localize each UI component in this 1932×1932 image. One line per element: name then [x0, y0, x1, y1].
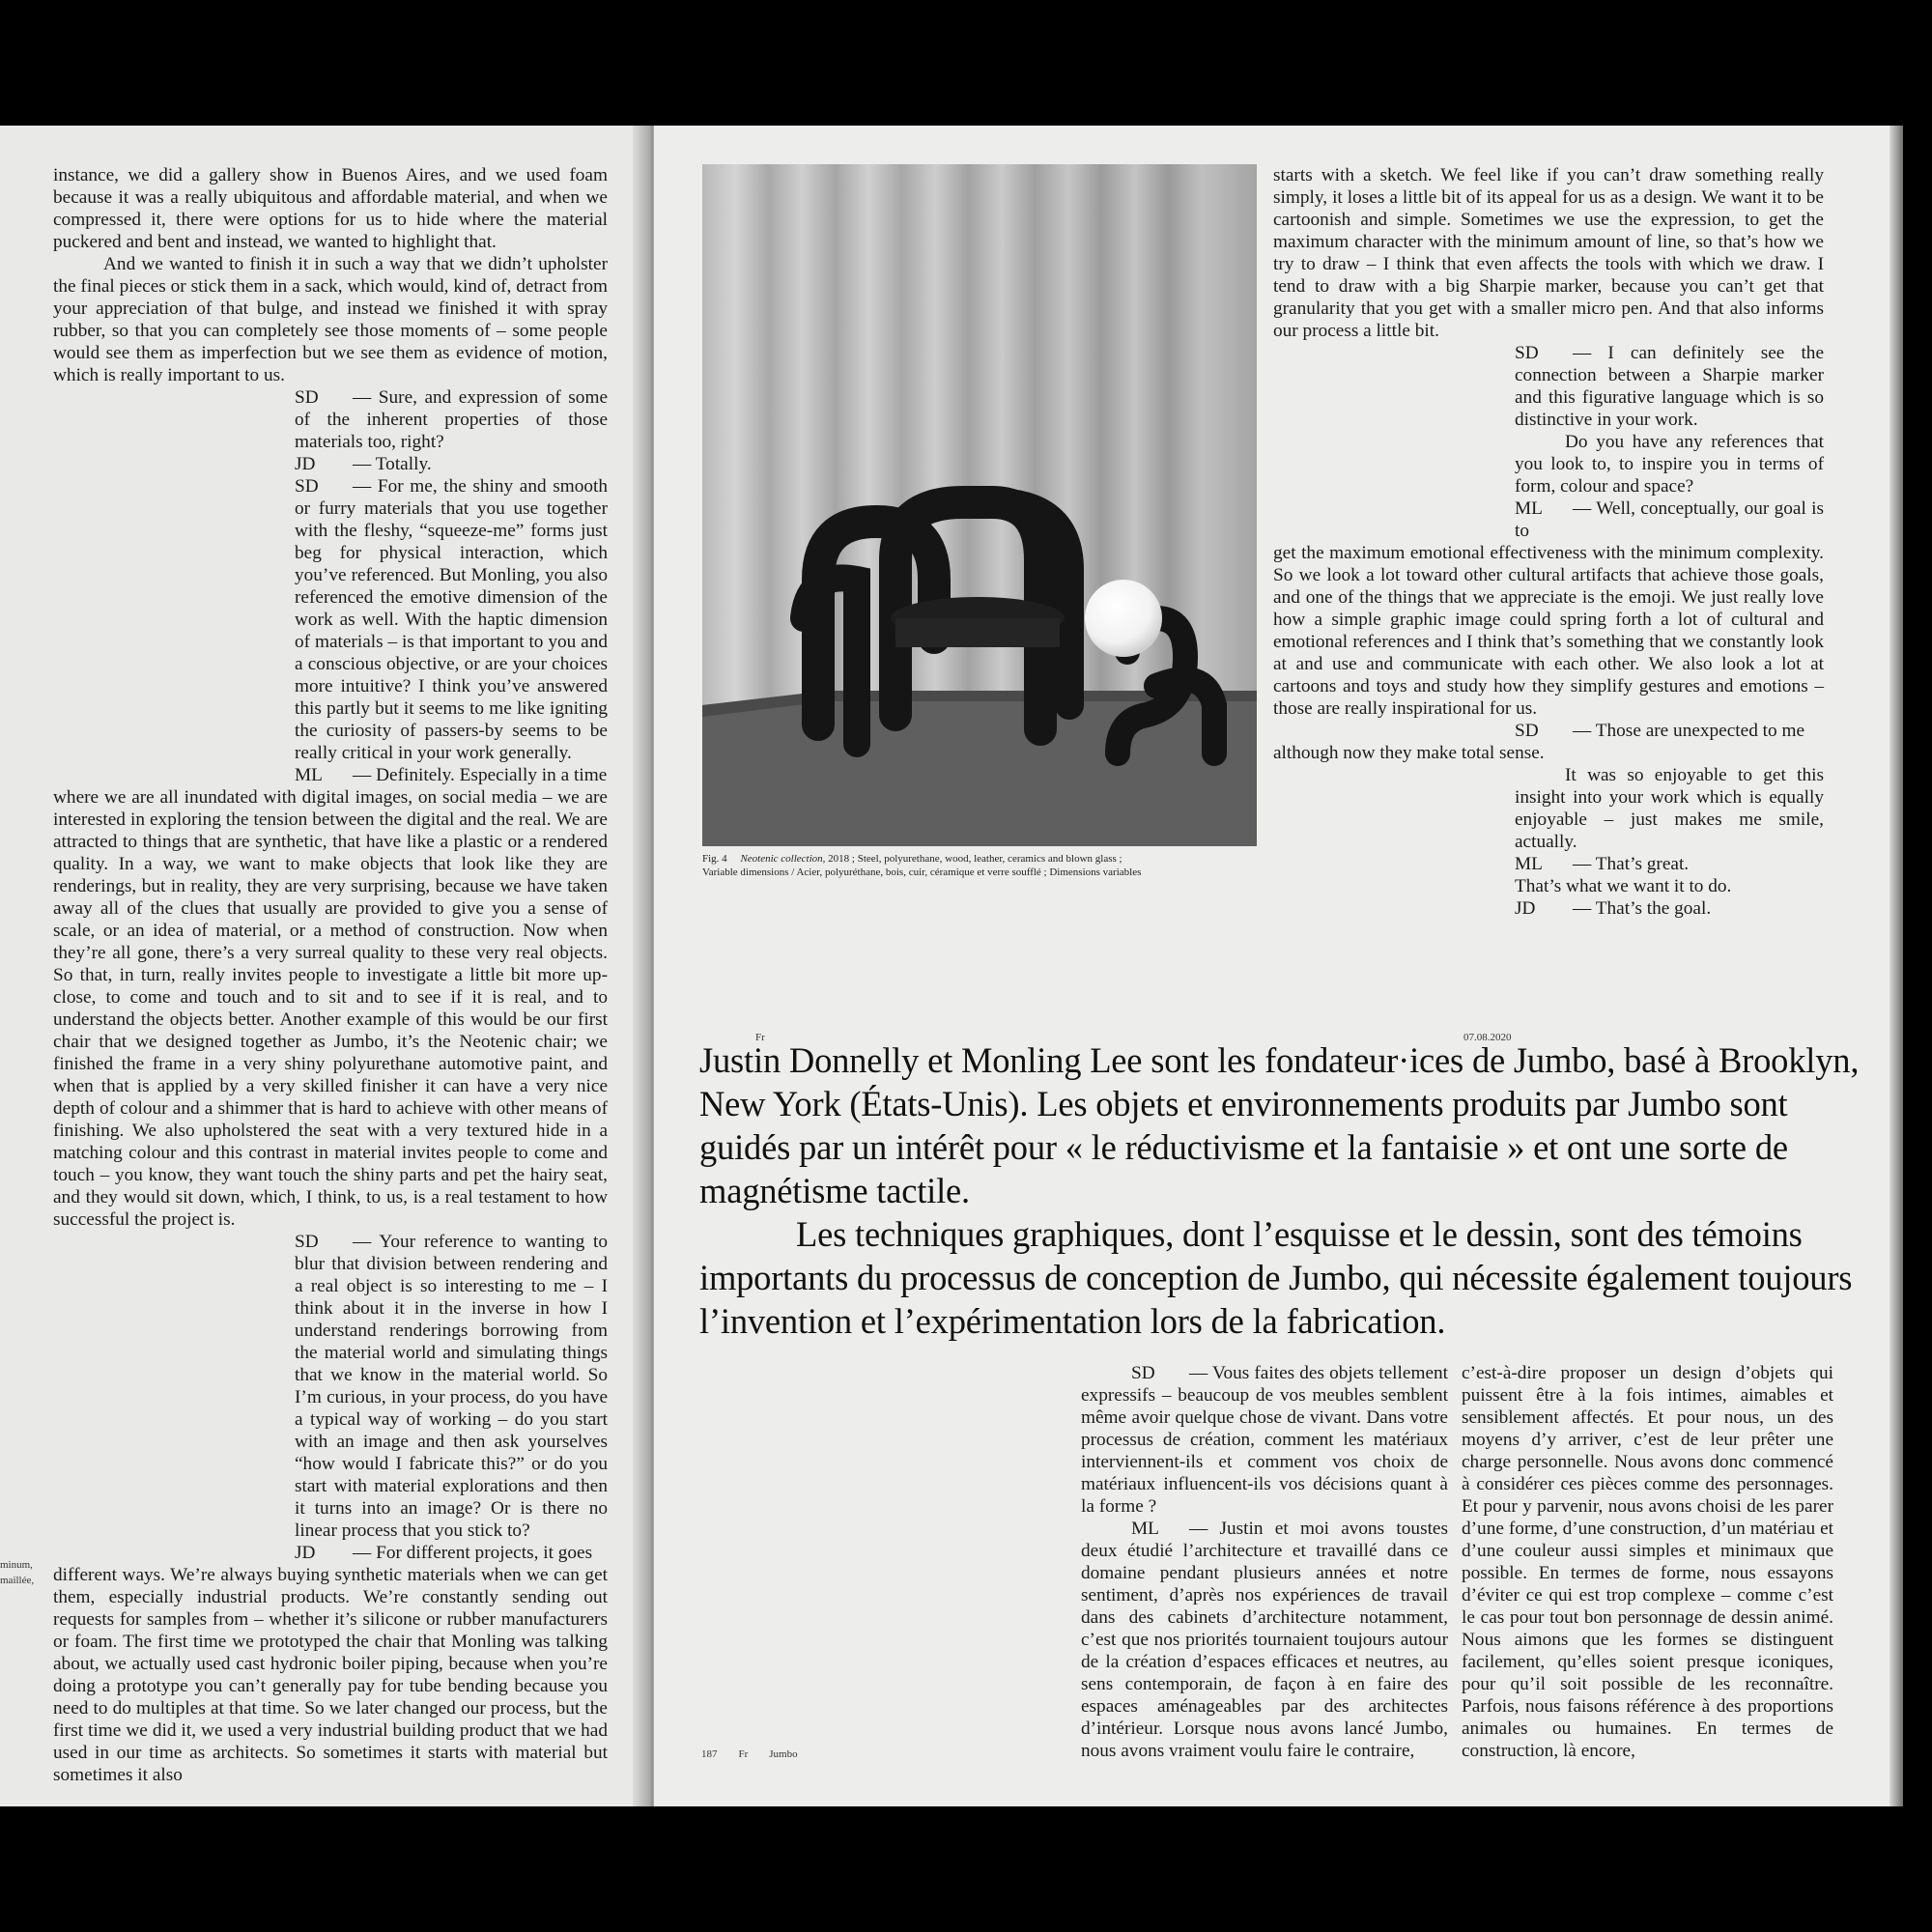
folio [701, 1748, 798, 1760]
paragraph [53, 253, 608, 386]
paragraph [1273, 164, 1824, 342]
paragraph-text: — Totally. [353, 454, 432, 474]
paragraph-text: get the maximum emotional effectiveness with the minimum complexity. So we look a lot toward other cultural artifacts that achieve those goals, and one of the things that we appreciate is the emoji. We just really love how a simple graphic image could spring forth a lot of cultural and emotional references and I think that’s something that we constantly look at and use and communicate with each other. We also look a lot at cartoons and toys and study how they simplify gestures and emotions – those are really inspirational for us. [1273, 543, 1824, 719]
figure-caption [702, 852, 1282, 879]
speaker-initials: ML [1515, 854, 1543, 874]
paragraph-text: — For me, the shiny and smooth or furry materials that you use together with the fleshy, “squeeze-me” forms just beg for physical interaction, which you’ve referenced. But Monling, you also referenced the emotive dimension of the work as well. With the haptic dimension of materials – is that important to you and a conscious objective, or are your choices more intuitive? I think you’ve answered this partly but it seems to me like igniting the curiosity of passers-by seems to be really critical in your work generally. [295, 476, 608, 763]
speaker-initials: ML [1515, 498, 1543, 519]
paragraph [53, 1564, 608, 1786]
paragraph [53, 386, 608, 453]
paragraph [1273, 497, 1824, 542]
paragraph-text: — Well, conceptually, our goal is to [1515, 498, 1824, 541]
paragraph-text: Do you have any references that you look to, to inspire you in terms of form, colour and space? [1515, 432, 1824, 497]
paragraph-text: — Your reference to wanting to blur that division between rendering and a real object is so interesting to me – I think about it in the inverse in how I understand renderings borrowing from the material world and simulating things that we know in the material world. So I’m curious, in your process, do you have a typical way of working – do you start with an image and then ask yourselves “how would I fabricate this?” or do you start with material explorations and then it turns into an image? Or is there no linear process that you stick to? [295, 1232, 608, 1541]
paragraph-text: — Those are unexpected to me [1573, 721, 1805, 741]
paragraph-text: — Definitely. Especially in a time [353, 765, 608, 785]
paragraph-text: — Justin et moi avons toustes deux étudié l’architecture et travaillé dans ce domaine pendant plusieurs années et notre sentiment, d’après nos expériences de travail dans des cabinets d’architecture notamment, c’est que nos priorités tournaient toujours autour de la création d’espaces efficaces et neutres, au sens contemporain, de façon à en faire des espaces aménageables par des architectes d’intérieur. Lorsque nous avons lancé Jumbo, nous avons vraiment voulu faire le contraire, [1081, 1519, 1448, 1761]
paragraph-text: although now they make total sense. [1273, 743, 1545, 763]
paragraph [1273, 742, 1824, 764]
speaker-initials: JD [295, 454, 316, 474]
paragraph [1273, 875, 1824, 897]
left-column-text [53, 164, 608, 1786]
speaker-initials: JD [1515, 898, 1536, 919]
speaker-initials: JD [295, 1543, 316, 1563]
figure-title: Neotenic collection [740, 853, 823, 865]
margin-fragment-line: maillée, [0, 1575, 35, 1586]
paragraph-text: different ways. We’re always buying synthetic materials when we can get them, especially industrial products. We’re constantly sending out requests for samples from – whether it’s silicone or rubber manufacturers or foam. The first time we prototyped the chair that Monling was talking about, we actually used cast hydronic boiler piping, because when you’re doing a prototype you can’t generally pay for tube bending because you need to do multiples at that time. So we later changed our process, but the first time we did it, we used a very industrial building product that we had used in our time as architects. So sometimes it starts with material but sometimes it also [53, 1565, 608, 1785]
paragraph [1273, 431, 1824, 497]
margin-fragment [0, 1557, 34, 1588]
french-column-1 [1081, 1362, 1448, 1762]
speaker-initials: SD [295, 476, 319, 497]
chair-and-lamp-photo [702, 164, 1257, 846]
speaker-initials: SD [295, 387, 319, 408]
speaker-initials: SD [1131, 1363, 1155, 1383]
right-page [654, 126, 1903, 1806]
paragraph [1273, 764, 1824, 853]
paragraph [53, 164, 608, 253]
paragraph [1273, 720, 1824, 742]
paragraph-text: — Sure, and expression of some of the inherent properties of those materials too, right? [295, 387, 608, 452]
paragraph [1081, 1518, 1448, 1762]
speaker-initials: SD [295, 1232, 319, 1252]
figure-photo [702, 164, 1257, 846]
french-intro-p1: Justin Donnelly et Monling Lee sont les fondateur·ices de Jumbo, basé à Brooklyn, New York (États-Unis). Les objets et environnements produits par Jumbo sont guidés par un intérêt pour « le réductivisme et la fantaisie » et ont une sorte de magnétisme tactile. [699, 1040, 1860, 1210]
paragraph [1273, 342, 1824, 431]
paragraph [1273, 853, 1824, 875]
paragraph [1273, 542, 1824, 720]
french-intro [699, 1038, 1873, 1343]
speaker-initials: SD [1515, 343, 1539, 363]
french-column-2-text: c’est-à-dire proposer un design d’objets qui puissent être à la fois intimes, aimables et sensiblement affectés. Et pour nous, un des moyens d’y arriver, c’est de leur prêter une charge personnelle. Nous avons donc commencé à considérer ces pièces comme des personnages. Et pour y parvenir, nous avons choisi de les parer d’une forme, d’une construction, d’un matériau et d’une couleur aussi simples et minimaux que possible. En termes de forme, nous essayons d’éviter ce qui est trop complexe – comme c’est le cas pour tout bon personnage de dessin animé. Nous aimons que les formes se distinguent facilement, qu’elles soient presque iconiques, pour qu’il soit possible de les reconnaître. Parfois, nous faisons référence à des proportions animales ou humaines. En termes de construction, là encore, [1462, 1363, 1833, 1761]
paragraph [1273, 897, 1824, 920]
french-intro-p2: Les techniques graphiques, dont l’esquisse et le dessin, sont des témoins importants du processus de conception de Jumbo, qui nécessite également toujours l’invention et l’expérimentation lors de la fabrication. [699, 1214, 1853, 1341]
paragraph [53, 475, 608, 764]
paragraph [53, 764, 608, 786]
page-number: 187 [701, 1748, 718, 1760]
speaker-initials: ML [295, 765, 323, 785]
paragraph-text: — I can definitely see the connection between a Sharpie marker and this figurative language which is so distinctive in your work. [1515, 343, 1824, 430]
folio-lang: Fr [738, 1748, 749, 1760]
lang-label: Fr [755, 1032, 765, 1043]
french-column-2 [1462, 1362, 1833, 1762]
paragraph-text: instance, we did a gallery show in Buenos Aires, and we used foam because it was a really ubiquitous and affordable material, and when we compressed it, there were options for us to hide where the material puckered and bent and instead, we wanted to highlight that. [53, 165, 608, 252]
paragraph-text: — For different projects, it goes [353, 1543, 593, 1563]
right-top-column-text [1273, 164, 1824, 920]
folio-title: Jumbo [769, 1748, 798, 1760]
paragraph [53, 453, 608, 475]
figure-caption-line2: Variable dimensions / Acier, polyuréthane, bois, cuir, céramique et verre soufflé ; Dimensions variables [702, 867, 1142, 878]
paragraph [1081, 1362, 1448, 1518]
paragraph-text: — Vous faites des objets tellement expressifs – beaucoup de vos meubles semblent même avoir quelque chose de vivant. Dans votre processus de création, comment les matériaux interviennent-ils et comment vos choix de matériaux influencent-ils vos décisions quant à la forme ? [1081, 1363, 1448, 1517]
left-page [0, 126, 642, 1806]
paragraph-text: It was so enjoyable to get this insight into your work which is equally enjoyable – just makes me smile, actually. [1515, 765, 1824, 852]
speaker-initials: ML [1131, 1519, 1159, 1539]
paragraph-text: — That’s great. [1573, 854, 1690, 874]
figure-label: Fig. 4 [702, 853, 727, 865]
page-edge-shadow [1889, 126, 1903, 1806]
speaker-initials: SD [1515, 721, 1539, 741]
paragraph-text: where we are all inundated with digital images, on social media – we are interested in exploring the tension between the digital and the real. We are attracted to things that are synthetic, that have like a plastic or a rendered quality. In a way, we want to make objects that look like they are renderings, but in reality, they are very surprising, because we have taken away all of the clues that usually are provided to give you a sense of scale, or an idea of material, or a method of construction. Now when they’re all gone, there’s a very surreal quality to these very real objects. So that, in turn, really invites people to investigate a little bit more up-close, to come and touch and to sit and to see if it is real, and to understand the objects better. Another example of this would be our first chair that we designed together as Jumbo, it’s the Neotenic chair; we finished the frame in a very shiny polyurethane automotive paint, and when that is applied by a very skilled finisher it can have a very nice depth of colour and a shimmer that is hard to achieve with other means of finishing. We also upholstered the seat with a very textured hide in a matching colour and this contrast in material invites people to come and touch – you know, they want touch the shiny parts and pet the hairy seat, and they would sit down, which, I think, to us, is a real testament to how successful the project is. [53, 787, 608, 1230]
paragraph-text: And we wanted to finish it in such a way that we didn’t upholster the final pieces or stick them in a sack, which would, kind of, detract from your appreciation of that bulge, and instead we finished it with spray rubber, so that you can completely see those moments of – some people would see them as imperfection but we see them as evidence of motion, which is really important to us. [53, 254, 608, 385]
paragraph-text: — That’s the goal. [1573, 898, 1712, 919]
lamp-globe [1085, 580, 1162, 657]
date-label: 07.08.2020 [1463, 1032, 1512, 1043]
paragraph [53, 1231, 608, 1542]
paragraph [53, 786, 608, 1231]
paragraph-text: starts with a sketch. We feel like if you can’t draw something really simply, it loses a little bit of its appeal for us as a design. We want it to be cartoonish and simple. Sometimes we use the expression, to get the maximum character with the minimum amount of line, so that’s how we try to draw – I think that even affects the tools with which we draw. I tend to draw with a big Sharpie marker, because you can’t get that granularity that you get with a smaller micro pen. And that also informs our process a little bit. [1273, 165, 1824, 341]
figure-caption-line1: , 2018 ; Steel, polyurethane, wood, leather, ceramics and blown glass ; [822, 853, 1122, 865]
margin-fragment-line: minum, [0, 1559, 33, 1571]
paragraph [53, 1542, 608, 1564]
paragraph-text: That’s what we want it to do. [1515, 876, 1732, 896]
